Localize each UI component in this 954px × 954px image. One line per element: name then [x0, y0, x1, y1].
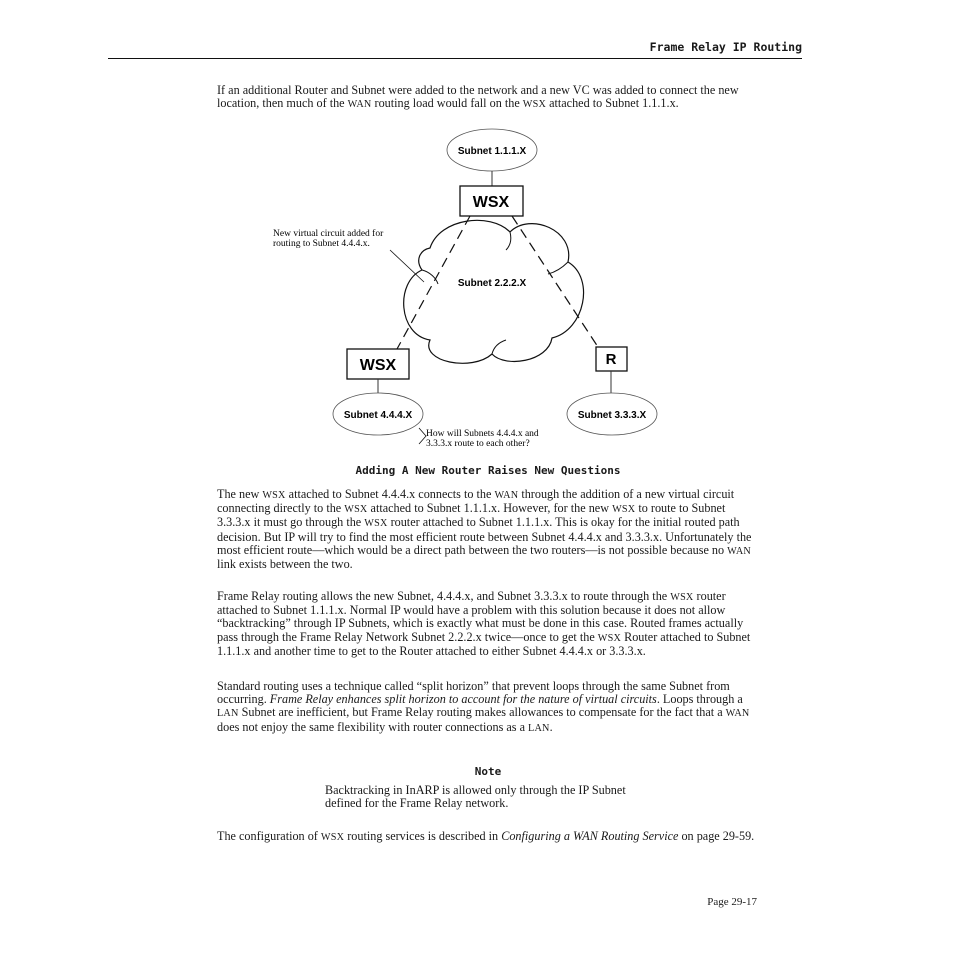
paragraph-4: Standard routing uses a technique called “split horizon” that prevent loops through the same Subnet from occurring. Frame Relay enhances split horizon to account for the nature of virtual circuits. Loops through a LAN Subnet are inefficient, but Frame Relay routing makes allowances to compensate for the fact that a WAN does not enjoy the same flexibility with router connections as a LAN.	[217, 679, 750, 734]
cloud-inner-curve-top	[506, 232, 511, 250]
annotation-vc-line2: routing to Subnet 4.4.4.x.	[273, 239, 370, 249]
note-body: Backtracking in InARP is allowed only through the IP Subnet defined for the Frame Relay network.	[325, 783, 626, 811]
cloud-inner-curve-left	[422, 270, 438, 284]
figure-caption: Adding A New Router Raises New Questions	[355, 464, 621, 477]
frame-relay-cloud	[404, 220, 584, 363]
subnet-right-label: Subnet 3.3.3.X	[577, 410, 647, 421]
router-right-label: R	[605, 351, 617, 368]
page-number: Page 29-17	[707, 896, 757, 908]
annotation-q-line2: 3.3.3.x route to each other?	[426, 439, 530, 449]
cloud-label: Subnet 2.2.2.X	[457, 278, 527, 289]
annotation-vc-pointer	[390, 250, 424, 282]
paragraph-3: Frame Relay routing allows the new Subnet, 4.4.4.x, and Subnet 3.3.3.x to route through the WSX router attached to Subnet 1.1.1.x. Normal IP would have a problem with this solution because it does not allow “backtracking” through IP Subnets, which is exactly what must be done in this case. Routed frames actually pass through the Frame Relay Network Subnet 2.2.2.x twice—once to get the WSX Router attached to Subnet 1.1.1.x and another time to get to the Router attached to either Subnet 4.4.4.x or 3.3.3.x.	[217, 589, 751, 658]
wsx-top-label: WSX	[472, 194, 510, 211]
annotation-q-pointer	[419, 428, 426, 444]
subnet-top-label: Subnet 1.1.1.X	[457, 146, 527, 157]
intro-paragraph: If an additional Router and Subnet were added to the network and a new VC was added to connect the new location, then much of the WAN routing load would fall on the WSX attached to Subnet 1.1.1.x.	[217, 83, 739, 111]
cloud-inner-curve-bottom	[492, 340, 506, 354]
wsx-left-label: WSX	[359, 357, 397, 374]
cloud-inner-curve-right	[548, 262, 568, 274]
paragraph-2: The new WSX attached to Subnet 4.4.4.x connects to the WAN through the addition of a new virtual circuit connecting directly to the WSX attached to Subnet 1.1.1.x. However, for the new WSX to route to Subnet 3.3.3.x it must go through the WSX router attached to Subnet 1.1.1.x. This is okay for the initial routed path decision. But IP will try to find the most efficient route between Subnet 4.4.4.x and 3.3.3.x. Unfortunately the most efficient route—which would be a direct path between the two routers—is not possible because no WAN link exists between the two.	[217, 487, 752, 572]
annotation-vc-line1: New virtual circuit added for	[273, 229, 384, 239]
annotation-q-line1: How will Subnets 4.4.4.x and	[426, 429, 539, 439]
header-title: Frame Relay IP Routing	[649, 40, 802, 54]
paragraph-5: The configuration of WSX routing services is described in Configuring a WAN Routing Service on page 29-59.	[217, 829, 755, 843]
note-title: Note	[474, 765, 502, 778]
subnet-left-label: Subnet 4.4.4.X	[343, 410, 413, 421]
